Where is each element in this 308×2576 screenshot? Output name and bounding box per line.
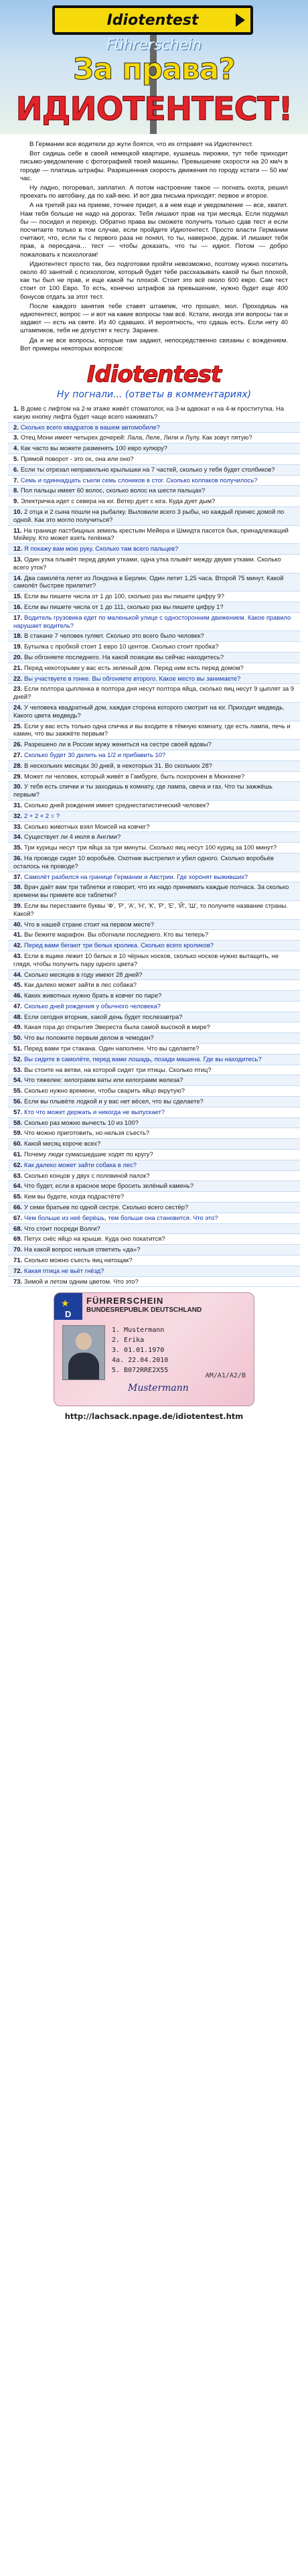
question-text: Сколько животных взял Моисей на ковчег?: [24, 822, 150, 830]
question-item: [8, 544, 300, 555]
question-item: [8, 811, 300, 822]
question-item: [8, 573, 300, 592]
question-item: [8, 1022, 300, 1033]
question-text: Три курицы несут три яйца за три минуты. Сколько яиц несут 100 куриц за 100 минут?: [24, 843, 277, 852]
question-text: В нескольких месяцах 30 дней, в некоторых 31. Во скольких 28?: [24, 761, 212, 769]
question-text: Что вы положите первым делом в чемодан?: [24, 1034, 154, 1042]
question-number: 38.: [13, 883, 23, 891]
question-text: Если вы плывёте лодкой и у вас нет вёсел, что вы сделаете?: [24, 1097, 204, 1105]
question-text: Вы сидите в самолёте, перед вами лошадь, позади машина. Где вы находитесь?: [24, 1055, 262, 1063]
question-text: 2 отца и 2 сына пошли на рыбалку. Выловили всего 3 рыбы, но каждый принес домой по одной. Как это могло получиться?: [13, 508, 285, 523]
question-item: [8, 1012, 300, 1023]
question-text: Сколько будет 30 делить на 1/2 и прибавить 10?: [24, 750, 166, 758]
license-signature: Mustermann: [128, 1383, 189, 1394]
question-item: [8, 1234, 300, 1245]
question-number: 66.: [13, 1203, 23, 1211]
question-item: [8, 613, 300, 632]
question-number: 18.: [13, 632, 23, 640]
question-number: 16.: [13, 603, 23, 611]
question-text: Сколько дней рождения у обычного человека?: [24, 1002, 161, 1010]
question-number: 49.: [13, 1023, 23, 1031]
question-item: [8, 444, 300, 454]
question-number: 64.: [13, 1182, 23, 1190]
intro-paragraph: После каждого занятия тебе ставят штампик, что прошел, мол. Проходишь на идиотентест, вопрос — и вот на какие вопросы там всё. Кстати, иногда эти вопросы так и задают — есть на свете. Из 40 сдавших. И вероятность, что сдашь есть. Если нету 40 штампиков, тебя не допустят к тесту. Заранее.: [20, 302, 288, 335]
question-text: Самолёт разбился на границе Германии и Австрии. Где хоронят выживших?: [24, 872, 248, 880]
question-number: 45.: [13, 981, 23, 989]
driver-license-image: [54, 1292, 254, 1406]
question-text: Каких животных нужно брать в ковчег по паре?: [24, 992, 162, 1000]
question-text: Существует ли 4 июля в Англии?: [24, 833, 121, 841]
question-text: Если ты отрезал неправильно крылышки на 7 частей, сколько у тебя будет столбиков?: [20, 465, 275, 473]
question-item: [8, 1277, 300, 1288]
license-field: 1. Mustermann: [112, 1327, 165, 1335]
question-item: [8, 1224, 300, 1235]
question-item: [8, 674, 300, 685]
intro-paragraph: Вот сидишь себе в своей немецкой квартире, кушаешь пирожки, тут тебе приходит письмо-уведомление с фотографией твоей машины. Превышение скорости на 20 км/ч в городе — платишь штрафы. Разрешенная скорость движения по городу кстати — 50 км/час.: [20, 150, 288, 182]
question-number: 58.: [13, 1118, 23, 1126]
question-text: На границе пастбищных земель крестьян Мейера и Шмидта пасется бык, принадлежащий Мейеру. Кто может взять телёнка?: [13, 526, 289, 542]
question-item: [8, 801, 300, 811]
question-item: [8, 1192, 300, 1203]
question-number: 63.: [13, 1171, 23, 1179]
question-number: 69.: [13, 1235, 23, 1243]
question-text: Как далеко может зайти в лес собака?: [24, 981, 137, 989]
question-text: Сколько месяцев в году имеют 28 дней?: [24, 970, 143, 978]
question-text: Сколько дней рождения имеет среднестатистический человек?: [24, 801, 210, 809]
question-item: [8, 1107, 300, 1118]
question-item: [8, 1055, 300, 1065]
question-item: [8, 1213, 300, 1224]
question-number: 62.: [13, 1160, 23, 1168]
question-item: [8, 1181, 300, 1192]
question-text: Сколько раз можно вычесть 10 из 100?: [24, 1118, 139, 1126]
question-number: 26.: [13, 740, 23, 748]
question-number: 4.: [13, 444, 19, 452]
banner-subtitle: Führerschein: [106, 37, 202, 54]
question-text: Вы участвуете в гонке. Вы обгоняете второго. Какое место вы занимаете?: [24, 674, 241, 682]
question-number: 59.: [13, 1129, 23, 1137]
question-text: Как далеко может зайти собака в лес?: [24, 1160, 137, 1168]
road-sign: [52, 5, 253, 35]
question-item: [8, 1097, 300, 1107]
question-item: [8, 1075, 300, 1086]
question-item: [8, 433, 300, 444]
question-number: 29.: [13, 772, 23, 780]
question-item: [8, 822, 300, 833]
arrow-right-icon: [236, 13, 245, 27]
question-text: Сколько всего квадратов в вашем автомобиле?: [20, 423, 160, 431]
question-text: Два самолёта летят из Лондона в Берлин. Один летит 1,25 часа. Второй 75 минут. Какой самолёт быстрее прилетит?: [13, 573, 284, 590]
question-text: Если вы переставите буквы 'Ф', 'Р', 'А', 'Н', 'К', 'Р', 'Е', 'Й', 'Ш', то получите название страны. Какой?: [13, 901, 288, 917]
question-item: [8, 1086, 300, 1097]
question-text: На проводе сидят 10 воробьёв. Охотник выстрелил и убил одного. Сколько воробьёв осталось на проводе?: [13, 854, 274, 870]
question-item: [8, 872, 300, 883]
question-number: 11.: [13, 526, 22, 534]
question-number: 8.: [13, 486, 19, 494]
question-text: Какая гора до открытия Эвереста была самой высокой в мире?: [24, 1023, 210, 1031]
question-item: [8, 970, 300, 981]
question-text: Вы стоите на ветви, на которой сидят три птицы. Сколько птиц?: [24, 1065, 212, 1073]
intro-paragraph: А на третий раз на приеме, точнее придет, а в нем еще и уведомление — все, хватит. Нам тебя больше не надо на дорогах. Тебя лишают прав на три месяца. Если подумал бы — посидел и перекур. Обратно права вы сможете получить только сдав тест и если посчитаете только в том случае, если пройдете Идиотентест. Просто власти Германии считают, что, если ты с первого раза не понял, то ты, наверное, дурак. И лишают тебя прав, а пересдача… тест — чтобы доказать, что ты — идиот. Потом — добро пожаловать к психологам!: [20, 202, 288, 259]
question-number: 60.: [13, 1140, 23, 1148]
question-number: 57.: [13, 1107, 23, 1115]
question-text: Бутылка с пробкой стоит 1 евро 10 центов. Сколько стоит пробка?: [24, 642, 219, 651]
license-photo: [62, 1325, 105, 1380]
intro-paragraph: Да и не все вопросы, которые там задают, непосредственно связаны с вождением. Вот примеры некоторых вопросов:: [20, 336, 288, 352]
question-item: [8, 1150, 300, 1160]
question-number: 37.: [13, 872, 23, 880]
question-text: Что можно приготовить, но нельзя съесть?: [24, 1129, 150, 1137]
eu-flag-icon: [54, 1293, 82, 1320]
question-text: Перед вами три стакана. Один наполнен. Что вы сделаете?: [24, 1044, 200, 1053]
question-text: Если вы пишете числа от 1 до 111, сколько раз вы пишете цифру 1?: [24, 603, 224, 611]
license-subtitle: BUNDESREPUBLIK DEUTSCHLAND: [86, 1306, 202, 1314]
question-text: Если у вас есть только одна спичка и вы входите в тёмную комнату, где есть лампа, печь и камин, что вы зажжёте первым?: [13, 722, 291, 738]
question-item: [8, 592, 300, 602]
question-item: [8, 476, 300, 486]
question-item: [8, 854, 300, 872]
question-number: 36.: [13, 854, 23, 862]
question-text: Вы обгоняете последнего. На какой позиции вы сейчас находитесь?: [24, 653, 224, 661]
question-text: Прямой поворот - это ох, она или оно?: [20, 455, 134, 463]
question-number: 3.: [13, 433, 19, 442]
question-text: Семь и одиннадцать съели семь слоников в стог. Сколько колпаков получилось?: [20, 476, 258, 484]
question-item: [8, 1002, 300, 1012]
question-text: Петух снёс яйцо на крыше. Куда оно покатится?: [24, 1235, 165, 1243]
question-number: 71.: [13, 1256, 23, 1264]
banner-headline: ИДИОТЕНТЕСТ!: [15, 90, 293, 128]
question-text: Кто что может держать и никогда не выпускает?: [24, 1107, 165, 1115]
question-item: [8, 920, 300, 931]
intro-paragraph: В Германии все водители до жути боятся, что их отправят на Идиотентест.: [29, 141, 254, 148]
question-text: Если вы пишете числа от 1 до 100, сколько раз вы пишете цифру 9?: [24, 592, 224, 600]
question-number: 7.: [13, 476, 19, 484]
question-number: 28.: [13, 761, 23, 769]
license-field: 2. Erika: [112, 1337, 145, 1345]
question-number: 72.: [13, 1266, 23, 1274]
question-item: [8, 901, 300, 920]
question-list: [8, 404, 300, 1287]
question-text: У семи братьев по одной сестре. Сколько всего сестёр?: [24, 1203, 189, 1211]
question-text: Сколько можно съесть яиц натощак?: [24, 1256, 133, 1264]
intro-text: [0, 134, 308, 358]
question-item: [8, 1266, 300, 1277]
question-item: [8, 555, 300, 573]
license-wrap: [0, 1287, 308, 1409]
question-text: Если в ящике лежит 10 белых и 10 чёрных носков, сколько носков нужно вытащить, не глядя, чтобы получить пару одного цвета?: [13, 951, 279, 967]
question-number: 12.: [13, 545, 23, 553]
banner-question: За права?: [73, 52, 235, 86]
logo-title: Idiotentest: [86, 361, 222, 389]
question-number: 70.: [13, 1245, 23, 1253]
question-item: [8, 496, 300, 507]
question-number: 1.: [13, 405, 19, 413]
question-item: [8, 941, 300, 951]
question-text: Какой месяц короче всех?: [24, 1140, 101, 1148]
question-number: 22.: [13, 674, 23, 682]
question-item: [8, 991, 300, 1002]
question-item: [8, 1203, 300, 1213]
country-code: D: [65, 1309, 72, 1320]
question-number: 19.: [13, 642, 23, 651]
question-number: 68.: [13, 1224, 23, 1232]
question-number: 61.: [13, 1150, 23, 1158]
license-classes: AM/A1/A2/B: [205, 1372, 246, 1380]
question-item: [8, 1128, 300, 1139]
question-item: [8, 832, 300, 843]
question-item: [8, 703, 300, 722]
question-text: 2 + 2 × 2 = ?: [24, 811, 60, 819]
question-number: 17.: [13, 613, 23, 621]
question-number: 55.: [13, 1087, 23, 1095]
question-number: 10.: [13, 508, 23, 516]
question-number: 2.: [13, 423, 19, 431]
question-item: [8, 843, 300, 854]
question-text: Электричка идет с севера на юг. Ветер дует с юга. Куда дует дым?: [20, 497, 216, 505]
question-item: [8, 1139, 300, 1150]
question-text: Сколько концов у двух с половиной палок?: [24, 1171, 150, 1179]
question-number: 50.: [13, 1034, 23, 1042]
question-item: [8, 1256, 300, 1266]
question-text: Разрешено ли в России мужу жениться на сестре своей вдовы?: [24, 740, 212, 748]
question-number: 51.: [13, 1044, 23, 1053]
star-icon: ★: [61, 1298, 70, 1309]
license-field: 5. B072RRE2X55: [112, 1367, 169, 1375]
question-item: [8, 631, 300, 642]
question-text: Если сегодня вторник, какой день будет послезавтра?: [24, 1012, 183, 1020]
question-item: [8, 761, 300, 772]
question-number: 30.: [13, 783, 23, 791]
question-text: Кем вы будете, когда подрастёте?: [24, 1193, 125, 1201]
photo-head: [76, 1333, 92, 1350]
question-item: [8, 465, 300, 476]
question-number: 23.: [13, 685, 23, 693]
question-number: 41.: [13, 931, 23, 939]
question-text: Как часто вы можете разменять 100 евро купюру?: [20, 444, 167, 452]
intro-paragraph: Идиотентест просто так, без подготовки пройти невозможно, поэтому нужно посетить около 40 занятий с психологом, который будет тебе рассказывать какой ты был плохой, как ты был не прав, и еще какой ты плохой. Стоит это всё около 600 евро. Сам тест стоит от 100 Евро. То есть, конечно штрафов за превышение, нужно будет еще 400 бонусов отдать за этот тест.: [20, 260, 288, 301]
question-text: Что тяжелее: килограмм ваты или килограмм железа?: [24, 1076, 183, 1084]
question-text: Перед вами бегают три белых кролика. Сколько всего кроликов?: [24, 941, 214, 949]
question-text: В стакане 7 человек гуляет. Сколько это всего было человек?: [24, 632, 204, 640]
question-number: 6.: [13, 465, 19, 473]
question-text: Пол пальцы имеет 60 волос, сколько волос на шести пальцах?: [20, 486, 206, 494]
question-item: [8, 642, 300, 653]
question-text: Я покажу вам мою руку. Сколько там всего пальцев?: [24, 545, 179, 553]
question-number: 15.: [13, 592, 23, 600]
question-item: [8, 526, 300, 545]
question-text: Перед некоторыми у вас есть зеленый дом. Перед ним есть перед домом?: [24, 663, 244, 671]
question-text: На какой вопрос нельзя ответить «да»?: [24, 1245, 141, 1253]
question-number: 9.: [13, 497, 19, 505]
question-number: 21.: [13, 663, 23, 671]
logo-subtitle: Ну погнали... (ответы в комментариях): [56, 389, 252, 401]
question-item: [8, 602, 300, 613]
question-number: 67.: [13, 1213, 23, 1221]
question-number: 34.: [13, 833, 23, 841]
license-title: FÜHRERSCHEIN: [86, 1296, 164, 1306]
question-item: [8, 1118, 300, 1129]
question-item: [8, 1171, 300, 1182]
question-item: [8, 740, 300, 750]
question-item: [8, 684, 300, 703]
question-item: [8, 1245, 300, 1256]
question-item: [8, 951, 300, 970]
question-text: Что в нашей стране стоит на первом месте?: [24, 920, 155, 928]
question-item: [8, 454, 300, 465]
question-number: 52.: [13, 1055, 23, 1063]
question-text: Один утка плывёт перед двумя утками, одна утка плывёт между двумя утками. Сколько всего уток?: [13, 555, 281, 571]
question-text: Почему люди сумасшедшие ходят по кругу?: [24, 1150, 153, 1158]
question-text: Врач даёт вам три таблетки и говорит, что их надо принимать каждые полчаса. За сколько времени вы примете все таблетки?: [13, 883, 289, 899]
question-number: 25.: [13, 722, 23, 730]
question-item: [8, 423, 300, 433]
question-number: 27.: [13, 750, 23, 758]
question-number: 48.: [13, 1012, 23, 1020]
question-number: 56.: [13, 1097, 23, 1105]
photo-shoulders: [68, 1353, 99, 1379]
question-number: 33.: [13, 822, 23, 830]
question-item: [8, 663, 300, 674]
question-number: 5.: [13, 455, 19, 463]
question-item: [8, 1033, 300, 1044]
question-number: 43.: [13, 951, 23, 959]
question-text: Что стоит посреди Волги?: [24, 1224, 100, 1232]
question-item: [8, 486, 300, 496]
license-field: 3. 01.01.1970: [112, 1347, 165, 1355]
question-item: [8, 882, 300, 901]
question-number: 13.: [13, 555, 23, 563]
question-item: [8, 1065, 300, 1076]
question-number: 44.: [13, 970, 23, 978]
question-text: Водитель грузовика едет по маленькой улице с односторонним движением. Какое правило нарушает водитель?: [13, 613, 291, 629]
question-number: 32.: [13, 811, 23, 819]
question-text: У человека квадратный дом, каждая сторона которого смотрит на юг. Приходит медведь. Какого цвета медведь?: [13, 703, 285, 719]
question-item: [8, 750, 300, 761]
question-number: 73.: [13, 1277, 23, 1285]
question-number: 53.: [13, 1065, 23, 1073]
question-number: 40.: [13, 920, 23, 928]
question-text: В доме с лифтом на 2-м этаже живёт стоматолог, на 3-м адвокат и на 4-м проститутка. На какую кнопку лифта будет чаще всего нажимать?: [13, 405, 285, 420]
section-logo: [0, 358, 308, 404]
question-text: Что будет, если в красное море бросить зелёный камень?: [24, 1182, 194, 1190]
question-number: 42.: [13, 941, 23, 949]
question-number: 20.: [13, 653, 23, 661]
intro-paragraph: Ну ладно, погоревал, заплатил. А потом настроение такое — погнать охота, решил проехать по автобану, да по хай-вею. И вот два письма приходят: первое и второе.: [20, 184, 288, 200]
question-number: 35.: [13, 843, 23, 852]
question-number: 39.: [13, 901, 23, 909]
question-text: Отец Мони имеет четырех дочерей: Лала, Леле, Лили и Лулу. Как зовут пятую?: [20, 433, 252, 442]
question-item: [8, 507, 300, 526]
question-item: [8, 930, 300, 941]
sign-text: Idiotentest: [106, 11, 199, 29]
question-item: [8, 653, 300, 663]
question-text: Сколько нужно времени, чтобы сварить яйцо вкрутую?: [24, 1087, 185, 1095]
banner: [0, 0, 308, 134]
question-text: Какая птица не вьёт гнёзд?: [24, 1266, 104, 1274]
question-text: Зимой и летом одним цветом. Что это?: [24, 1277, 139, 1285]
question-item: [8, 404, 300, 423]
question-text: Чем больше из неё берёшь, тем больше она становится. Что это?: [24, 1213, 218, 1221]
question-number: 54.: [13, 1076, 23, 1084]
question-number: 31.: [13, 801, 23, 809]
question-item: [8, 980, 300, 991]
question-item: [8, 722, 300, 740]
question-text: Если полтора цыпленка в полтора дня несут полтора яйца, сколько яиц несут 9 цыплят за 9 дней?: [13, 685, 295, 701]
question-number: 24.: [13, 703, 23, 711]
question-number: 46.: [13, 992, 23, 1000]
question-item: [8, 1160, 300, 1171]
question-text: У тебя есть спички и ты заходишь в комнату, где лампа, свеча и газ. Что ты зажжёшь первым?: [13, 783, 273, 799]
question-number: 65.: [13, 1193, 23, 1201]
question-number: 47.: [13, 1002, 23, 1010]
question-item: [8, 782, 300, 801]
license-field: 4a. 22.04.2010: [112, 1357, 169, 1365]
question-item: [8, 772, 300, 783]
footer-url: http://lachsack.npage.de/idiotentest.htm: [64, 1412, 244, 1422]
question-text: Может ли человек, который живёт в Гамбурге, быть похоронен в Мюнхене?: [24, 772, 245, 780]
question-text: Вы бежите марафон. Вы обогнали последнего. Кто вы теперь?: [24, 931, 209, 939]
question-item: [8, 1044, 300, 1055]
question-number: 14.: [13, 573, 23, 582]
